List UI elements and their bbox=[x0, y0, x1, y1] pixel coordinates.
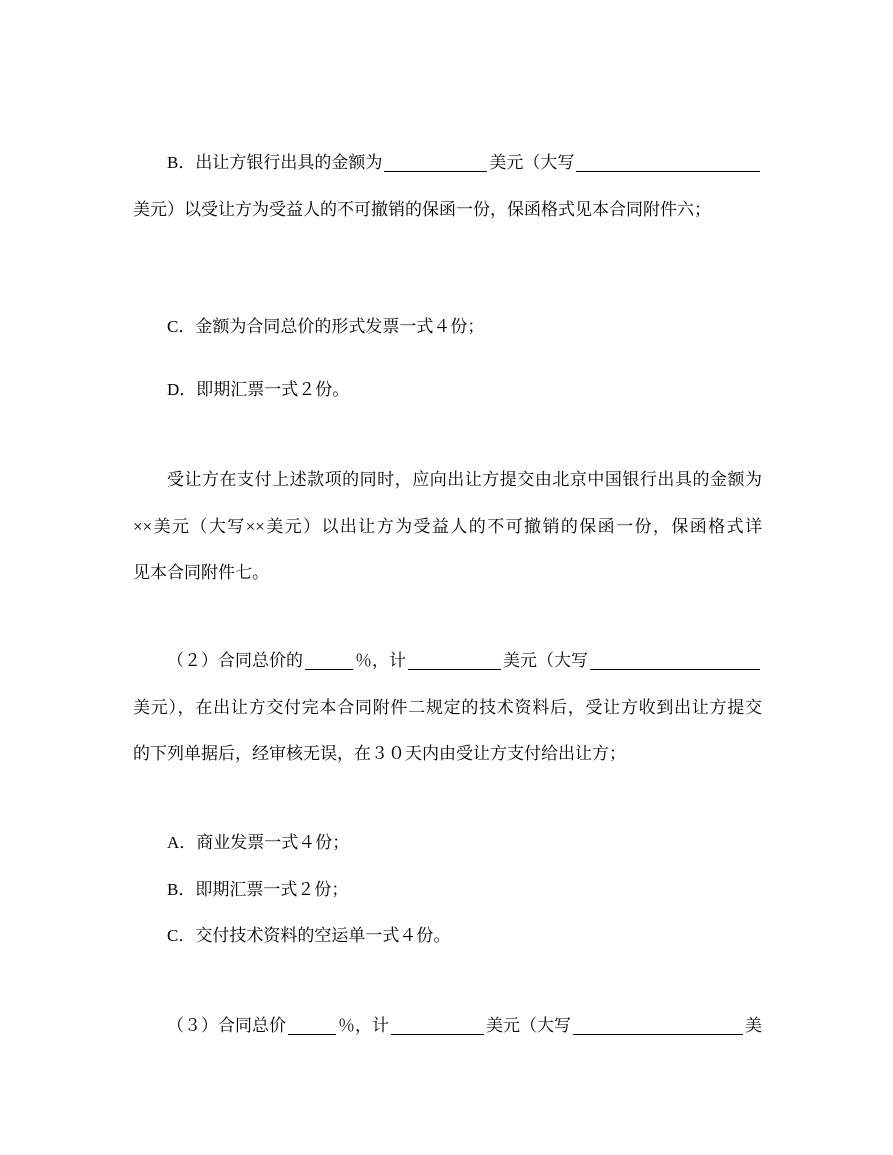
item-d-paragraph bbox=[133, 367, 762, 414]
item-c-paragraph bbox=[133, 304, 762, 351]
item-d-text: D．即期汇票一式２份。 bbox=[167, 380, 350, 399]
percent-blank bbox=[288, 1034, 336, 1035]
payment-3-line-1 bbox=[133, 1003, 762, 1050]
payment-2-paragraph bbox=[133, 638, 762, 778]
usd-words-label: 美元（大写 bbox=[489, 153, 575, 172]
guarantee-line-1: 受让方在支付上述款项的同时，应向出让方提交由北京中国银行出具的金额为 bbox=[167, 470, 762, 489]
percent-label: ％，计 bbox=[355, 651, 406, 670]
list-item: A．商业发票一式４份； bbox=[167, 833, 350, 852]
guarantee-paragraph bbox=[133, 457, 762, 597]
list-item: B．即期汇票一式２份； bbox=[167, 879, 349, 899]
item-b-paragraph bbox=[133, 140, 762, 233]
trailing-text: 美 bbox=[745, 1016, 762, 1035]
usd-words-label: 美元（大写 bbox=[486, 1016, 571, 1035]
price-label: （３）合同总价 bbox=[167, 1016, 286, 1035]
usd-words-blank bbox=[573, 1034, 743, 1035]
usd-amount-blank bbox=[408, 669, 501, 670]
payment-2-line-2: 美元），在出让方交付完本合同附件二规定的技术资料后，受让方收到出让方提交 bbox=[133, 697, 762, 717]
usd-words-blank bbox=[576, 171, 760, 172]
price-label: （２）合同总价的 bbox=[167, 651, 303, 670]
guarantee-line-2: ××美元（大写××美元）以出让方为受益人的不可撤销的保函一份，保函格式详 bbox=[133, 516, 762, 536]
item-b-amount-label: B．出让方银行出具的金额为 bbox=[167, 153, 383, 172]
usd-words-label: 美元（大写 bbox=[503, 651, 588, 670]
percent-label: ％，计 bbox=[338, 1016, 389, 1035]
percent-blank bbox=[305, 669, 353, 670]
item-b-line-2: 美元）以受让方为受益人的不可撤销的保函一份，保函格式见本合同附件六； bbox=[133, 199, 711, 219]
documents-list bbox=[133, 820, 762, 960]
list-item: C．交付技术资料的空运单一式４份。 bbox=[167, 926, 451, 945]
item-c-text: C．金额为合同总价的形式发票一式４份； bbox=[167, 317, 485, 336]
amount-blank bbox=[384, 171, 487, 172]
item-b-line-1 bbox=[133, 140, 762, 187]
payment-2-line-1 bbox=[133, 638, 762, 685]
usd-amount-blank bbox=[391, 1034, 484, 1035]
usd-words-blank bbox=[590, 669, 760, 670]
payment-2-line-3: 的下列单据后，经审核无误，在３０天内由受让方支付给出让方； bbox=[133, 744, 626, 763]
payment-3-paragraph bbox=[133, 1003, 762, 1050]
guarantee-line-3: 见本合同附件七。 bbox=[133, 563, 269, 582]
